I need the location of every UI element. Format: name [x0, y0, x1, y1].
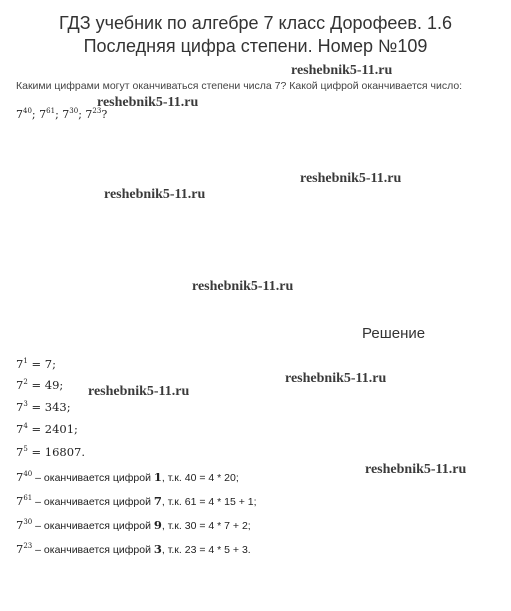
equation-row: $7^2 = 49$;: [16, 378, 64, 392]
conclusion-row: $7^{30}$ – оканчивается цифрой 9, т.к. 30 = 4 * 7 + 2;: [16, 518, 251, 532]
conclusion-row: $7^{23}$ – оканчивается цифрой 3, т.к. 23 = 4 * 5 + 3.: [16, 542, 251, 556]
equation-row: $7^3 = 343$;: [16, 400, 71, 414]
equation-row: $7^1 = 7$;: [16, 357, 56, 371]
power-3: $7^{30}$: [62, 107, 79, 121]
watermark: reshebnik5-11.ru: [97, 95, 199, 110]
watermark: reshebnik5-11.ru: [291, 63, 393, 78]
solution-heading: Решение: [362, 325, 426, 342]
conclusion-row: $7^{61}$ – оканчивается цифрой 7, т.к. 61 = 4 * 15 + 1;: [16, 494, 257, 508]
conclusion-row: $7^{40}$ – оканчивается цифрой 1, т.к. 40 = 4 * 20;: [16, 470, 239, 484]
page-title: ГДЗ учебник по алгебре 7 класс Дорофеев. 1.6 Последняя цифра степени. Номер №109: [58, 13, 452, 56]
watermark: reshebnik5-11.ru: [192, 279, 294, 294]
power-1: $7^{40}$: [16, 107, 32, 121]
task-powers: $7^{40}$; $7^{61}$; $7^{30}$; $7^{23}$?: [16, 107, 108, 121]
watermark: reshebnik5-11.ru: [104, 187, 206, 202]
watermark: reshebnik5-11.ru: [88, 384, 190, 399]
watermark: reshebnik5-11.ru: [300, 171, 402, 186]
watermark: reshebnik5-11.ru: [285, 371, 387, 386]
power-2: $7^{61}$: [39, 107, 56, 121]
task-question: Какими цифрами могут оканчиваться степени числа 7? Какой цифрой оканчивается число:: [16, 80, 463, 92]
watermark: reshebnik5-11.ru: [365, 462, 467, 477]
power-4: $7^{23}$: [85, 107, 102, 121]
equation-row: $7^4 = 2401$;: [16, 422, 78, 436]
equation-row: $7^5 = 16807$.: [16, 445, 85, 459]
